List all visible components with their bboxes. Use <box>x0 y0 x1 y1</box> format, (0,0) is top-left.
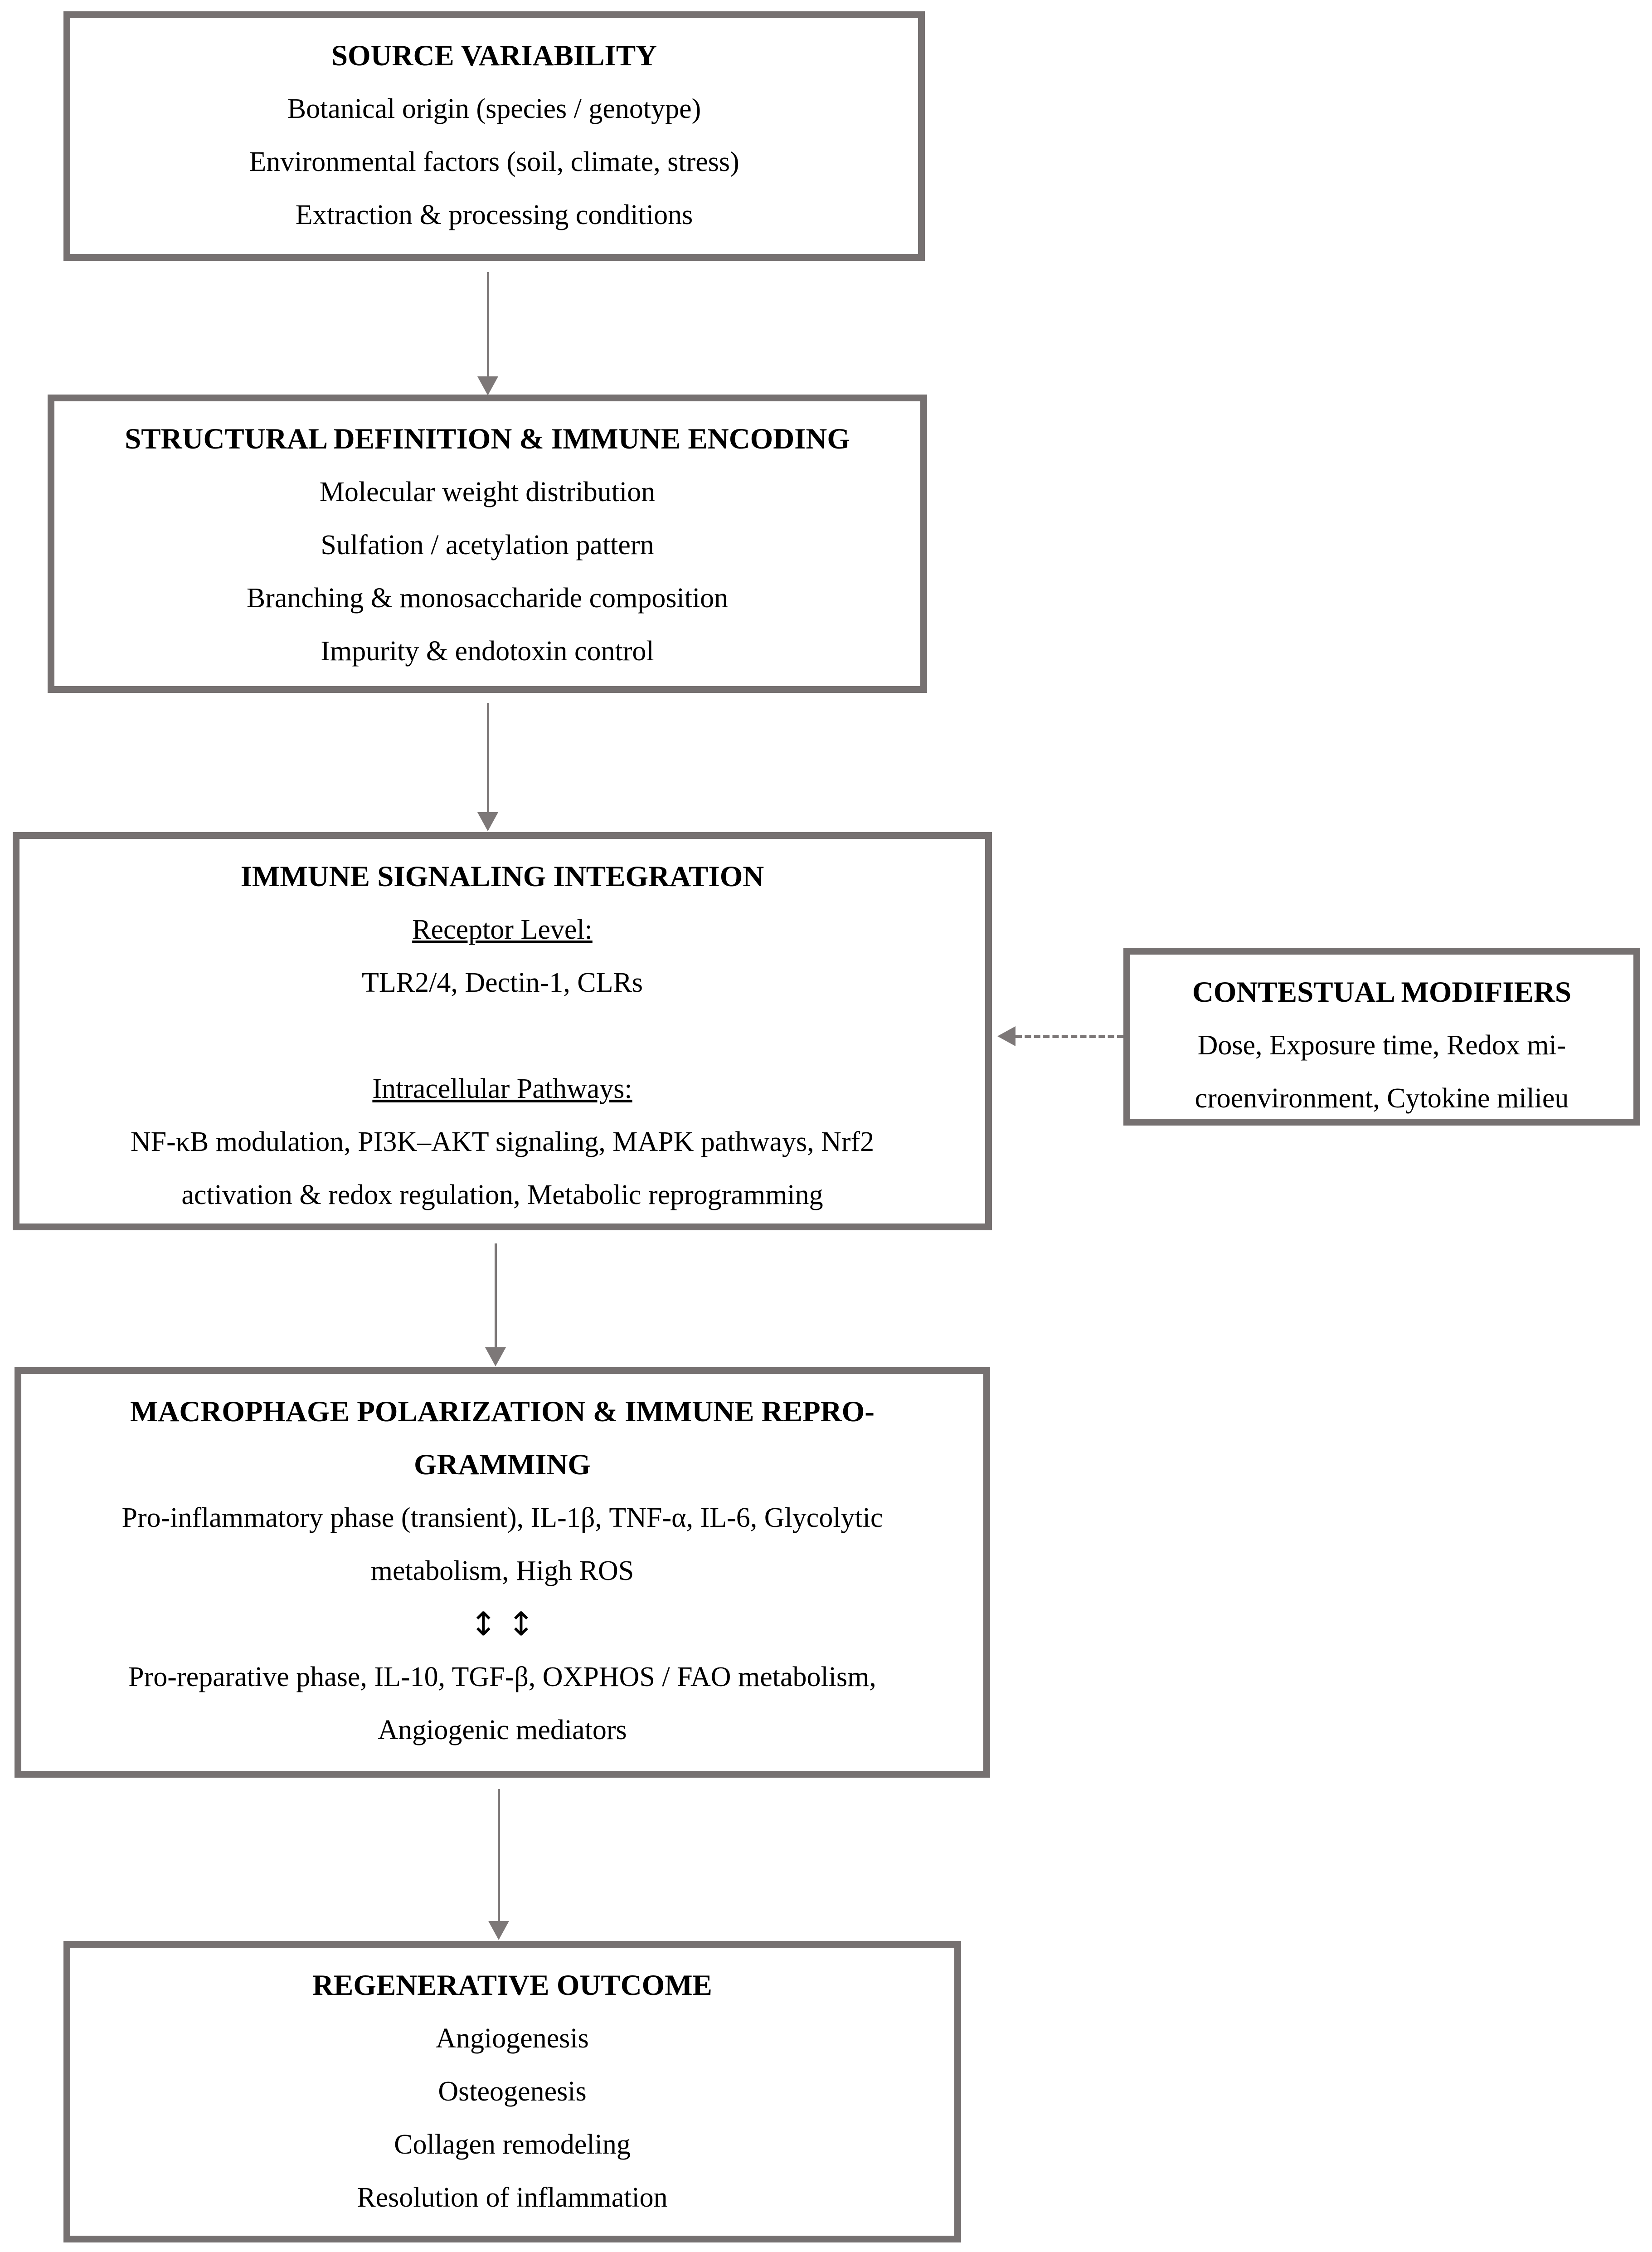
contextual-modifiers-title: CONTESTUAL MODIFIERS <box>1192 976 1572 1009</box>
bidirectional-arrows-icon: ↕ ↕ <box>470 1605 535 1643</box>
down-arrowhead-icon <box>477 812 498 831</box>
arrow-shaft <box>498 1789 500 1921</box>
arrow-macrophage-to-outcome <box>488 1789 509 1940</box>
pro-inflammatory-line: metabolism, High ROS <box>370 1555 634 1586</box>
blank-line <box>19 1009 985 1063</box>
source-variability-box <box>63 11 925 261</box>
source-variability-title: SOURCE VARIABILITY <box>331 39 657 72</box>
arrow-shaft <box>487 703 489 812</box>
macrophage-title-line: MACROPHAGE POLARIZATION & IMMUNE REPRO- <box>130 1395 875 1428</box>
receptor-level-items: TLR2/4, Dectin-1, CLRs <box>362 967 643 998</box>
regenerative-outcome-box <box>63 1941 961 2242</box>
macrophage-title-line: GRAMMING <box>414 1448 591 1481</box>
arrow-shaft <box>495 1243 497 1347</box>
intracellular-pathways-line: activation & redox regulation, Metabolic reprogramming <box>181 1180 823 1210</box>
structural-definition-box <box>48 395 927 693</box>
pro-reparative-line: Angiogenic mediators <box>378 1715 627 1745</box>
structural-line: Branching & monosaccharide composition <box>246 583 729 614</box>
down-arrowhead-icon <box>477 376 498 395</box>
source-line: Botanical origin (species / genotype) <box>287 93 701 124</box>
arrow-signaling-to-macrophage <box>485 1243 506 1366</box>
structural-definition-title: STRUCTURAL DEFINITION & IMMUNE ENCODING <box>125 423 850 455</box>
pro-inflammatory-line: Pro-inflammatory phase (transient), IL-1β, TNF-α, IL-6, Glycolytic <box>121 1502 883 1533</box>
intracellular-pathways-line: NF-κB modulation, PI3K–AKT signaling, MAPK pathways, Nrf2 <box>130 1126 875 1157</box>
outcome-line: Collagen remodeling <box>394 2129 631 2160</box>
immune-signaling-title: IMMUNE SIGNALING INTEGRATION <box>240 860 764 893</box>
structural-line: Sulfation / acetylation pattern <box>321 530 654 561</box>
left-arrowhead-icon <box>997 1026 1015 1046</box>
regenerative-outcome-title: REGENERATIVE OUTCOME <box>312 1969 712 2002</box>
arrow-structural-to-signaling <box>477 703 498 831</box>
modifiers-line: Dose, Exposure time, Redox mi- <box>1197 1030 1566 1061</box>
down-arrowhead-icon <box>488 1921 509 1940</box>
outcome-line: Osteogenesis <box>438 2076 587 2107</box>
source-line: Extraction & processing conditions <box>295 200 693 230</box>
arrow-shaft <box>487 272 489 376</box>
modifiers-line: croenvironment, Cytokine milieu <box>1195 1083 1569 1114</box>
immune-signaling-box <box>13 832 992 1230</box>
receptor-level-heading: Receptor Level: <box>412 914 593 945</box>
macrophage-polarization-box <box>15 1367 990 1778</box>
contextual-modifiers-box <box>1123 948 1640 1126</box>
outcome-line: Resolution of inflammation <box>357 2182 668 2213</box>
structural-line: Impurity & endotoxin control <box>321 636 654 667</box>
down-arrowhead-icon <box>485 1347 506 1366</box>
arrow-source-to-structural <box>477 272 498 395</box>
source-line: Environmental factors (soil, climate, stress) <box>249 146 739 177</box>
intracellular-pathways-heading: Intracellular Pathways: <box>372 1073 632 1104</box>
dashed-arrow-modifiers-to-signaling <box>997 1026 1123 1046</box>
outcome-line: Angiogenesis <box>436 2023 589 2054</box>
dashed-arrow-shaft <box>1015 1035 1123 1038</box>
pro-reparative-line: Pro-reparative phase, IL-10, TGF-β, OXPHOS / FAO metabolism, <box>128 1662 876 1692</box>
structural-line: Molecular weight distribution <box>319 477 656 507</box>
